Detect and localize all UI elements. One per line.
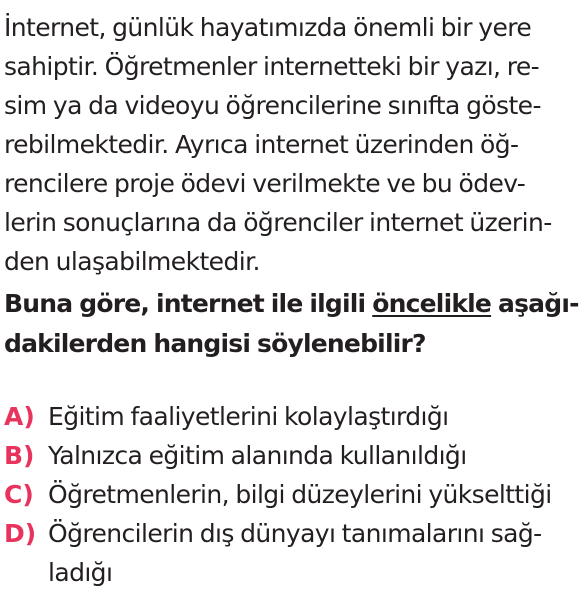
option-text-line-1: Öğrencilerin dış dünyayı tanımalarını sağ- [48,519,542,548]
option-c[interactable] [4,475,556,514]
passage-line: rebilmektedir. Ayrıca internet üzerinden öğ- [4,130,519,159]
question-text-start: Buna göre, internet ile ilgili [4,289,373,318]
passage-text [4,8,556,281]
option-letter: C) [4,480,34,509]
option-letter: D) [4,519,37,548]
option-letter: A) [4,402,35,431]
option-a[interactable] [4,397,556,436]
passage-line: lerin sonuçlarına da öğrenciler internet üzerin- [4,208,552,237]
option-text: Yalnızca eğitim alanında kullanıldığı [48,441,467,470]
option-text: Eğitim faaliyetlerini kolaylaştırdığı [48,402,449,431]
passage-line: sim ya da videoyu öğrencilerine sınıfta göste- [4,91,541,120]
passage-line: İnternet, günlük hayatımızda önemli bir yere [4,13,532,42]
option-text: Öğretmenlerin, bilgi düzeylerini yükselttiği [48,480,552,509]
option-d[interactable] [4,514,556,592]
option-letter: B) [4,441,35,470]
emphasized-word: öncelikle [372,289,492,318]
question-stem [4,284,579,364]
question-line-2: dakilerden hangisi söylenebilir? [4,329,426,358]
answer-options [4,397,556,592]
passage-line: rencilere proje ödevi verilmekte ve bu ödev- [4,169,526,198]
question-text-end: aşağı- [491,289,579,318]
passage-line: sahiptir. Öğretmenler internetteki bir yazı, re- [4,52,540,81]
question-line-1 [4,284,579,324]
option-b[interactable] [4,436,556,475]
passage-line: den ulaşabilmektedir. [4,247,260,276]
option-text-line-2: ladığı [48,558,113,587]
